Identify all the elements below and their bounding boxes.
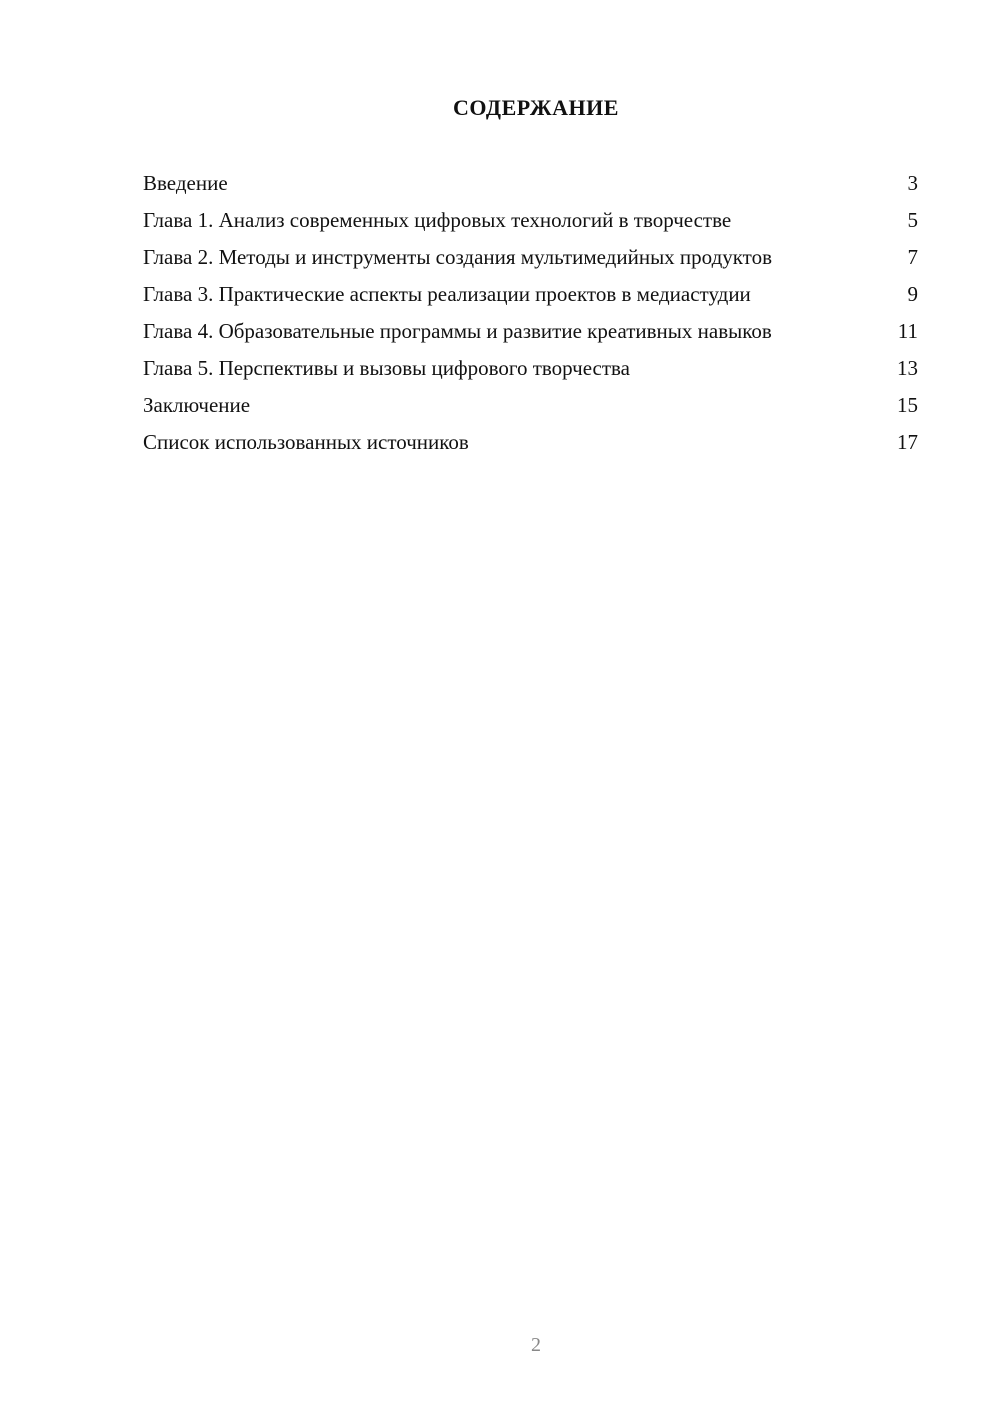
toc-entry-text: Глава 1. Анализ современных цифровых технологий в творчестве <box>143 208 732 232</box>
toc-title: СОДЕРЖАНИЕ <box>453 95 619 120</box>
toc-entry-page-number: 3 <box>907 171 918 195</box>
toc-entry-text: Введение <box>143 171 228 195</box>
toc-entry-page-number: 13 <box>897 356 918 380</box>
toc-entry-text: Глава 4. Образовательные программы и развитие креативных навыков <box>143 319 772 343</box>
toc-entry-chapter-5[interactable] <box>143 355 918 382</box>
toc-entry-text: Глава 3. Практические аспекты реализации проектов в медиастудии <box>143 282 751 306</box>
toc-entry-text: Заключение <box>143 393 251 417</box>
toc-entry-chapter-4[interactable] <box>143 318 918 345</box>
toc-entry-page-number: 11 <box>897 319 918 343</box>
toc-entry-text: Список использованных источников <box>143 430 469 454</box>
toc-entry-references[interactable] <box>143 429 918 456</box>
toc-entry-chapter-3[interactable] <box>143 281 918 308</box>
page-footer-number: 2 <box>531 1334 541 1356</box>
toc-entry-introduction[interactable] <box>143 170 918 197</box>
table-of-contents <box>143 170 918 466</box>
toc-entry-page-number: 9 <box>907 282 918 306</box>
toc-entry-page-number: 15 <box>897 393 918 417</box>
toc-entry-conclusion[interactable] <box>143 392 918 419</box>
toc-entry-chapter-2[interactable] <box>143 244 918 271</box>
toc-entry-page-number: 7 <box>907 245 918 269</box>
toc-entry-text: Глава 5. Перспективы и вызовы цифрового творчества <box>143 356 630 380</box>
toc-entry-page-number: 17 <box>897 430 918 454</box>
toc-entry-text: Глава 2. Методы и инструменты создания мультимедийных продуктов <box>143 245 772 269</box>
toc-entry-page-number: 5 <box>907 208 918 232</box>
toc-entry-chapter-1[interactable] <box>143 207 918 234</box>
